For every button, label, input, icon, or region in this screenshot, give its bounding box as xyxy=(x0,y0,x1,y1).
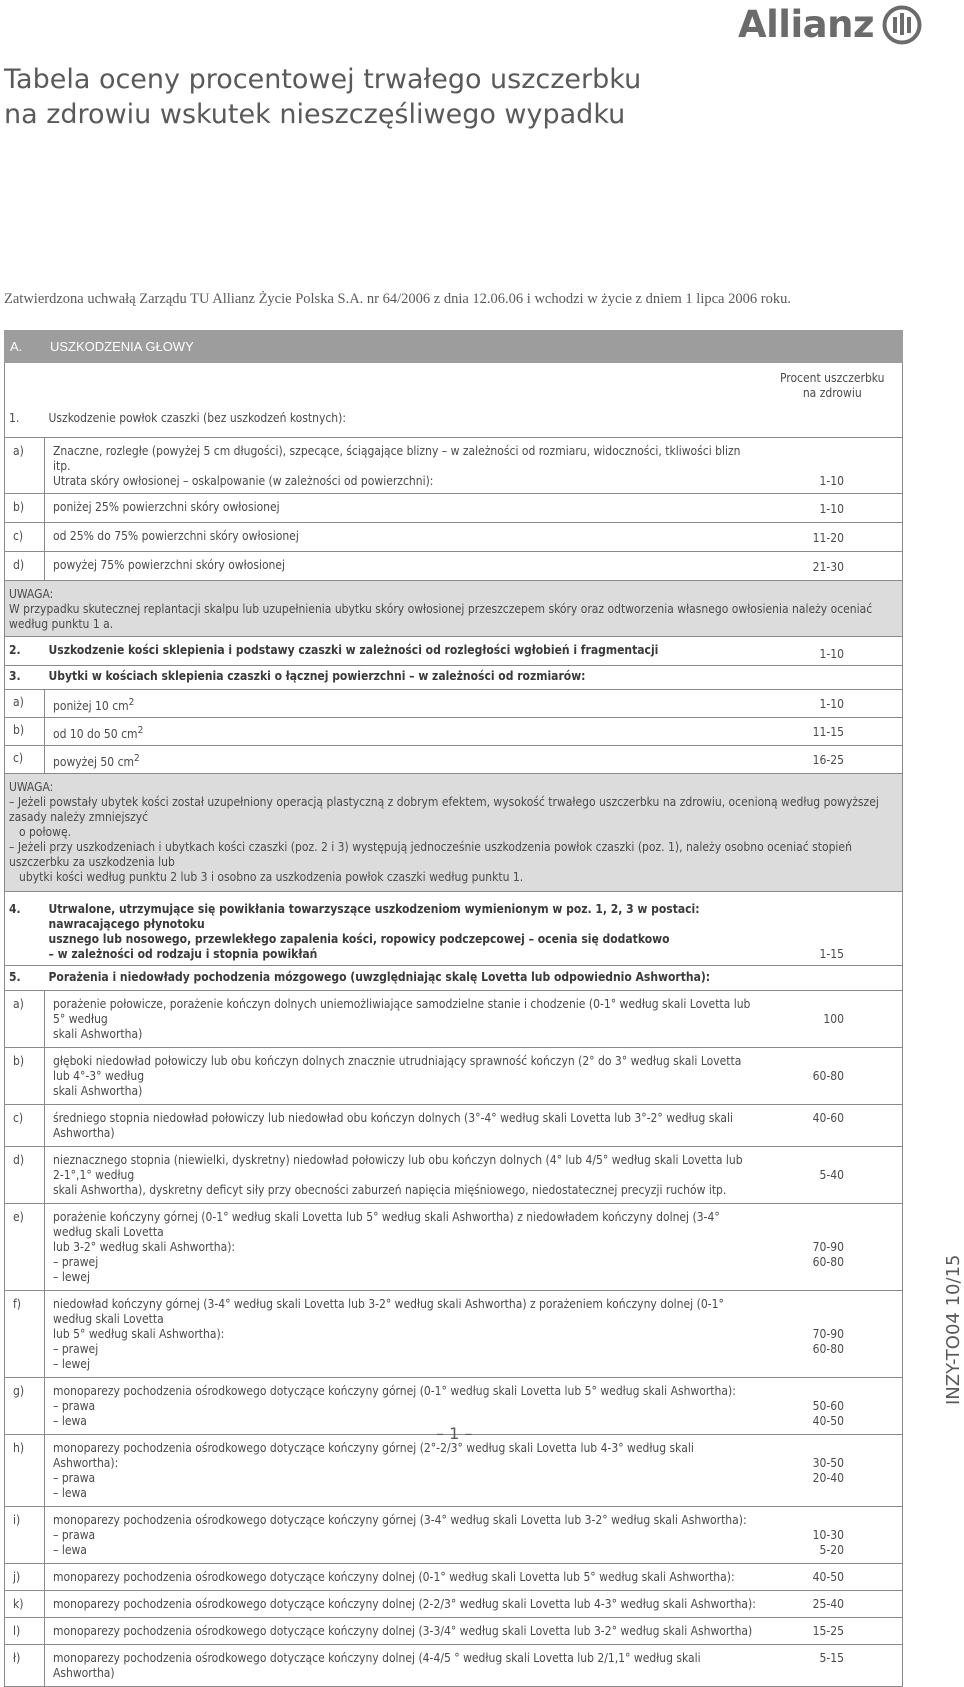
item-value-line xyxy=(763,1441,845,1456)
item-text-line: – lewa xyxy=(53,1543,87,1557)
column-header-row xyxy=(5,363,903,401)
item-value-line xyxy=(763,1153,845,1168)
item-value xyxy=(763,1147,903,1204)
item-label: a) xyxy=(5,690,45,718)
note-2-row xyxy=(5,774,903,892)
item-label: l) xyxy=(5,1618,45,1645)
item-value-line xyxy=(763,1312,845,1327)
item-value xyxy=(763,1507,903,1564)
item-value-line: 60-80 xyxy=(812,1342,844,1356)
item-label: d) xyxy=(5,552,45,581)
item-value-line: 60-80 xyxy=(812,1255,844,1269)
item-value xyxy=(763,1378,903,1435)
item-title: Uszkodzenie powłok czaszki (bez uszkodzeń kostnych): xyxy=(48,411,346,425)
item-label: i) xyxy=(5,1507,45,1564)
item-value-line: 5-15 xyxy=(819,1651,844,1665)
item-text xyxy=(45,1291,763,1378)
item-value-line: 40-50 xyxy=(812,1570,844,1584)
item-text-line: skali Ashwortha), dyskretny deficyt siły przy obecności zaburzeń napięcia mięśniowego, niedostatecznej precyzji ruchów itp. xyxy=(53,1183,727,1197)
item-text xyxy=(45,1204,763,1291)
column-header-line-1: Procent uszczerbku xyxy=(779,371,885,385)
item-text-main: poniżej 10 cm xyxy=(53,699,129,713)
item-value-line: 40-50 xyxy=(812,1414,844,1428)
item-label: b) xyxy=(5,1048,45,1105)
item-value: 11-15 xyxy=(763,718,903,746)
item-text-line: – lewa xyxy=(53,1486,87,1500)
item-3-title-row xyxy=(5,666,903,690)
item-text-line: Znaczne, rozległe (powyżej 5 cm długości), szpecące, ściągające blizny – w zależności od rozmiaru, widoczności, tkliwości blizn itp. xyxy=(53,444,741,473)
item-5-row xyxy=(5,1435,903,1507)
item-text: powyżej 75% powierzchni skóry owłosionej xyxy=(45,552,763,581)
item-value-line: 30-50 xyxy=(812,1456,844,1470)
item-text xyxy=(45,991,763,1048)
item-text-line: – lewej xyxy=(53,1357,90,1371)
item-text-line: lub 5° według skali Ashwortha): xyxy=(53,1327,225,1341)
item-text xyxy=(45,438,763,494)
column-header xyxy=(763,363,903,401)
logo-wordmark: Allianz xyxy=(737,3,874,46)
item-value: 16-25 xyxy=(763,746,903,774)
section-letter: A. xyxy=(10,339,23,354)
allianz-logo xyxy=(738,2,922,48)
item-5-row xyxy=(5,1618,903,1645)
item-value xyxy=(763,1618,903,1645)
item-text xyxy=(45,1618,763,1645)
page-number: – 1 – xyxy=(436,1424,473,1443)
note-1-row xyxy=(5,581,903,637)
title-line-2: na zdrowiu wskutek nieszczęśliwego wypadku xyxy=(4,99,626,130)
item-text xyxy=(45,1105,763,1147)
item-value: 1-15 xyxy=(763,892,903,966)
item-text xyxy=(45,1147,763,1204)
item-text-main: od 10 do 50 cm xyxy=(53,727,138,741)
item-value-line: 15-25 xyxy=(812,1624,844,1638)
item-label: h) xyxy=(5,1435,45,1507)
item-number: 1. xyxy=(5,401,45,438)
item-5-row xyxy=(5,1105,903,1147)
item-value xyxy=(763,1435,903,1507)
item-text-line: głęboki niedowład połowiczy lub obu kończyn dolnych znacznie utrudniający sprawność kończyn (2° do 3° według skali Lovetta lub 4°-3° według xyxy=(53,1054,742,1083)
item-5-row xyxy=(5,1591,903,1618)
item-text-line: – prawa xyxy=(53,1471,96,1485)
note-box xyxy=(5,774,903,892)
item-number: 5. xyxy=(5,966,45,991)
item-text-line: monoparezy pochodzenia ośrodkowego dotyczące kończyny dolnej (3-3/4° według skali Lovetta lub 3-2° według skali Ashwortha) xyxy=(53,1624,753,1638)
item-text xyxy=(45,690,763,718)
item-value xyxy=(763,1204,903,1291)
item-label: k) xyxy=(5,1591,45,1618)
superscript: 2 xyxy=(137,725,144,736)
item-value-line xyxy=(763,1225,845,1240)
item-label: c) xyxy=(5,746,45,774)
item-4-row xyxy=(5,892,903,966)
item-label: j) xyxy=(5,1564,45,1591)
item-value: 1-10 xyxy=(763,637,903,666)
item-text xyxy=(45,1435,763,1507)
item-value-line: 70-90 xyxy=(812,1240,844,1254)
item-number: 4. xyxy=(5,892,45,966)
item-value-line: 100 xyxy=(823,1012,844,1026)
item-value-line: 70-90 xyxy=(812,1327,844,1341)
item-text: od 25% do 75% powierzchni skóry owłosionej xyxy=(45,523,763,552)
item-text: poniżej 25% powierzchni skóry owłosionej xyxy=(45,494,763,523)
item-text xyxy=(45,1507,763,1564)
superscript: 2 xyxy=(134,753,140,764)
item-text-line: monoparezy pochodzenia ośrodkowego dotyczące kończyny dolnej (2-2/3° według skali Lovetta lub 4-3° według skali Ashwortha): xyxy=(53,1597,756,1611)
item-label: a) xyxy=(5,991,45,1048)
item-value-line: 20-40 xyxy=(812,1471,844,1485)
note-text: – Jeżeli przy uszkodzeniach i ubytkach kości czaszki (poz. 2 i 3) występują jednocześnie uszkodzenia powłok czaszki (poz. 1), należy osobno oceniać stopień uszczerbku za uszkodzenia lub xyxy=(9,840,852,869)
note-box xyxy=(5,581,903,637)
item-title-line: Utrwalone, utrzymujące się powikłania towarzyszące uszkodzeniom wymienionym w poz. 1, 2, 3 w postaci: nawracającego płynotoku xyxy=(48,902,700,931)
item-text-line: – lewa xyxy=(53,1414,87,1428)
note-title: UWAGA: xyxy=(9,780,54,794)
item-2-row xyxy=(5,637,903,666)
document-code: INZY-TO04 10/15 xyxy=(943,1254,964,1405)
item-title-line: – w zależności od rodzaju i stopnia powikłań xyxy=(48,947,318,961)
item-value: 1-10 xyxy=(763,438,903,494)
item-text-main: powyżej 50 cm xyxy=(53,755,135,769)
item-value-line xyxy=(763,1210,845,1225)
item-text-line: – prawej xyxy=(53,1255,99,1269)
item-value xyxy=(763,1591,903,1618)
item-text-line: monoparezy pochodzenia ośrodkowego dotyczące kończyny górnej (2°-2/3° według skali Lovetta lub 4-3° według skali Ashwortha): xyxy=(53,1441,694,1470)
item-5-row xyxy=(5,1507,903,1564)
section-header xyxy=(4,330,903,363)
item-value-line xyxy=(763,1297,845,1312)
item-text-line: skali Ashwortha) xyxy=(53,1027,143,1041)
item-5-rows xyxy=(5,991,903,1687)
item-value xyxy=(763,1564,903,1591)
item-text xyxy=(45,718,763,746)
item-5-row xyxy=(5,1291,903,1378)
item-label: a) xyxy=(5,438,45,494)
item-label: f) xyxy=(5,1291,45,1378)
item-text-line: – prawa xyxy=(53,1399,96,1413)
item-text-line: nieznacznego stopnia (niewielki, dyskretny) niedowład połowiczy lub obu kończyn dolnych (4° lub 4/5° według skali Lovetta lub 2-1°,1° według xyxy=(53,1153,743,1182)
item-text-line: – lewej xyxy=(53,1270,90,1284)
item-3b-row xyxy=(5,718,903,746)
note-text: ubytki kości według punktu 2 lub 3 i osobno za uszkodzenia powłok czaszki według punktu 1. xyxy=(19,870,524,884)
item-5-row xyxy=(5,991,903,1048)
item-text-line: średniego stopnia niedowład połowiczy lub niedowład obu kończyn dolnych (3°-4° według skali Lovetta lub 3°-2° według skali Ashwortha) xyxy=(53,1111,734,1140)
item-value-line xyxy=(763,1384,845,1399)
item-label: c) xyxy=(5,523,45,552)
item-text-line: porażenie kończyny górnej (0-1° według skali Lovetta lub 5° według skali Ashwortha) z niedowładem kończyny dolnej (3-4° według skali Lovetta xyxy=(53,1210,720,1239)
item-value: 11-20 xyxy=(763,523,903,552)
item-3a-row xyxy=(5,690,903,718)
note-title: UWAGA: xyxy=(9,587,54,601)
item-value xyxy=(763,1291,903,1378)
item-value xyxy=(763,1048,903,1105)
item-5-row xyxy=(5,1048,903,1105)
approval-note: Zatwierdzona uchwałą Zarządu TU Allianz Życie Polska S.A. nr 64/2006 z dnia 12.06.06 i wchodzi w życie z dniem 1 lipca 2006 roku. xyxy=(4,291,791,307)
item-value: 1-10 xyxy=(763,494,903,523)
item-title: Porażenia i niedowłady pochodzenia mózgowego (uwzględniając skalę Lovetta lub odpowiednio Ashwortha): xyxy=(45,966,763,991)
item-label: b) xyxy=(5,718,45,746)
note-text: – Jeżeli powstały ubytek kości został uzupełniony operacją plastyczną z dobrym efektem, wysokość trwałego uszczerbku na zdrowiu, ocenioną według powyższej zasady należy zmniejszyć xyxy=(9,795,879,824)
item-value-line: 50-60 xyxy=(812,1399,844,1413)
injury-table xyxy=(4,330,903,1687)
item-5-row xyxy=(5,1147,903,1204)
item-value-line xyxy=(763,1513,845,1528)
item-text-line: – prawej xyxy=(53,1342,99,1356)
item-text-line: – prawa xyxy=(53,1528,96,1542)
item-5-title-row xyxy=(5,966,903,991)
item-title xyxy=(45,892,763,966)
item-text-line: monoparezy pochodzenia ośrodkowego dotyczące kończyny górnej (3-4° według skali Lovetta lub 3-2° według skali Ashwortha): xyxy=(53,1513,747,1527)
item-1a-row xyxy=(5,438,903,494)
item-text-line: lub 3-2° według skali Ashwortha): xyxy=(53,1240,236,1254)
item-1b-row xyxy=(5,494,903,523)
item-text xyxy=(45,1645,763,1687)
item-text-line: monoparezy pochodzenia ośrodkowego dotyczące kończyny górnej (0-1° według skali Lovetta lub 5° według skali Ashwortha): xyxy=(53,1384,736,1398)
item-label: c) xyxy=(5,1105,45,1147)
item-1d-row xyxy=(5,552,903,581)
item-text-line: niedowład kończyny górnej (3-4° według skali Lovetta lub 3-2° według skali Ashwortha) z porażeniem kończyny dolnej (0-1° według skali Lovetta xyxy=(53,1297,724,1326)
item-value-line: 10-30 xyxy=(812,1528,844,1542)
section-title: USZKODZENIA GŁOWY xyxy=(50,339,194,354)
item-text xyxy=(45,1591,763,1618)
note-text: W przypadku skutecznej replantacji skalpu lub uzupełnienia ubytku skóry owłosionej przeszczepem skóry oraz odtworzenia własnego owłosienia należy oceniać według punktu 1 a. xyxy=(9,602,873,631)
item-value-line: 25-40 xyxy=(812,1597,844,1611)
item-value-line: 5-40 xyxy=(819,1168,844,1182)
item-label: b) xyxy=(5,494,45,523)
item-text xyxy=(45,1378,763,1435)
item-label: d) xyxy=(5,1147,45,1204)
allianz-eagle-icon xyxy=(882,5,922,45)
item-text-line: Utrata skóry owłosionej – oskalpowanie (w zależności od powierzchni): xyxy=(53,474,434,488)
item-value xyxy=(763,1645,903,1687)
item-value-line: 40-60 xyxy=(812,1111,844,1125)
item-value xyxy=(763,991,903,1048)
item-5-row xyxy=(5,1564,903,1591)
item-text-line: monoparezy pochodzenia ośrodkowego dotyczące kończyny dolnej (0-1° według skali Lovetta lub 5° według skali Ashwortha): xyxy=(53,1570,735,1584)
item-label: ł) xyxy=(5,1645,45,1687)
item-1c-row xyxy=(5,523,903,552)
item-text xyxy=(45,1048,763,1105)
item-text-line: porażenie połowicze, porażenie kończyn dolnych uniemożliwiające samodzielne stanie i chodzenie (0-1° według skali Lovetta lub 5° według xyxy=(53,997,751,1026)
item-label: g) xyxy=(5,1378,45,1435)
item-text xyxy=(45,746,763,774)
page-title xyxy=(4,62,641,132)
item-3c-row xyxy=(5,746,903,774)
item-text-line: skali Ashwortha) xyxy=(53,1084,143,1098)
item-number: 2. xyxy=(5,637,45,666)
item-value-line xyxy=(763,1054,845,1069)
item-value xyxy=(763,1105,903,1147)
item-value-line: 5-20 xyxy=(819,1543,844,1557)
item-text xyxy=(45,1564,763,1591)
item-5-row xyxy=(5,1204,903,1291)
item-value-line: 60-80 xyxy=(812,1069,844,1083)
column-header-line-2: na zdrowiu xyxy=(802,386,862,400)
item-1-title-row xyxy=(5,401,903,438)
item-title-line: usznego lub nosowego, przewlekłego zapalenia kości, ropowicy podczepcowej – ocenia się dodatkowo xyxy=(48,932,670,946)
item-label: e) xyxy=(5,1204,45,1291)
item-text-line: monoparezy pochodzenia ośrodkowego dotyczące kończyny dolnej (4-4/5 ° według skali Lovetta lub 2/1,1° według skali Ashwortha) xyxy=(53,1651,701,1680)
item-value-line xyxy=(763,997,845,1012)
superscript: 2 xyxy=(128,697,135,708)
item-title: Uszkodzenie kości sklepienia i podstawy czaszki w zależności od rozległości wgłobień i fragmentacji xyxy=(45,637,763,666)
item-5-row xyxy=(5,1645,903,1687)
title-line-1: Tabela oceny procentowej trwałego uszczerbku xyxy=(4,64,642,95)
table-body xyxy=(4,363,903,1687)
note-text: o połowę. xyxy=(19,825,72,839)
item-title: Ubytki w kościach sklepienia czaszki o łącznej powierzchni – w zależności od rozmiarów: xyxy=(45,666,763,690)
item-value: 21-30 xyxy=(763,552,903,581)
item-number: 3. xyxy=(5,666,45,690)
item-value: 1-10 xyxy=(763,690,903,718)
